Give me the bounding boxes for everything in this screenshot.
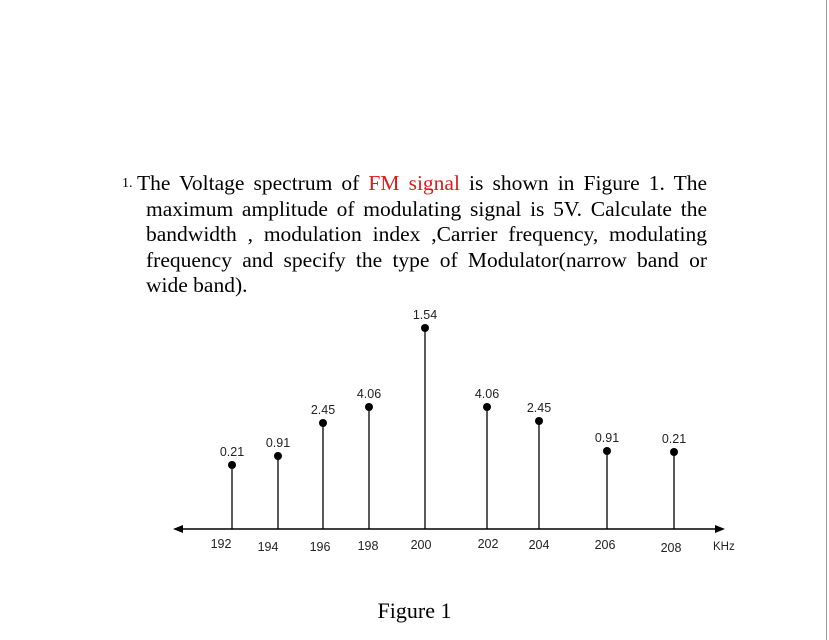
question-text-after: is shown in Figure 1. The maximum amplitude of modulating signal is 5V. Calculate the bandwidth , modulation index ,Carrier frequency, modulating frequency and specify the type of Modulator(narrow band or wide band). — [146, 171, 708, 297]
question-number: 1. — [122, 176, 133, 191]
amplitude-label: 1.54 — [412, 308, 438, 322]
axis-unit-label: KHz — [713, 541, 735, 553]
amplitude-label: 2.45 — [526, 401, 552, 415]
spectrum-stem-dot — [535, 417, 543, 425]
amplitude-label: 2.45 — [310, 403, 336, 417]
frequency-tick-label: 202 — [477, 537, 499, 551]
frequency-tick-label: 198 — [357, 539, 379, 553]
spectrum-stem-dot — [274, 452, 282, 460]
frequency-tick-label: 194 — [257, 540, 279, 554]
frequency-tick-label: 192 — [210, 537, 232, 551]
amplitude-label: 0.21 — [661, 432, 687, 446]
frequency-tick-label: 206 — [594, 538, 616, 552]
frequency-tick-label: 204 — [528, 538, 550, 552]
spectrum-stem-dot — [483, 403, 491, 411]
figure-caption: Figure 1 — [377, 598, 452, 623]
frequency-tick-label: 196 — [309, 540, 331, 554]
spectrum-stem-dot — [421, 324, 429, 332]
axis-arrow-right — [715, 525, 725, 533]
spectrum-stems — [220, 308, 686, 529]
amplitude-label: 0.91 — [594, 431, 620, 445]
amplitude-label: 4.06 — [356, 387, 382, 401]
frequency-tick-label: 208 — [660, 541, 682, 555]
fm-signal-highlight: FM signal — [368, 171, 460, 195]
frequency-tick-label: 200 — [410, 538, 432, 552]
spectrum-stem-dot — [603, 447, 611, 455]
frequency-axis — [173, 525, 735, 555]
amplitude-label: 0.91 — [265, 436, 291, 450]
axis-arrow-left — [173, 525, 183, 533]
amplitude-label: 0.21 — [219, 445, 245, 459]
question-text-before: The Voltage spectrum of — [137, 171, 369, 195]
spectrum-stem-dot — [228, 461, 236, 469]
spectrum-stem-dot — [319, 419, 327, 427]
spectrum-stem-dot — [365, 403, 373, 411]
spectrum-stem-dot — [670, 448, 678, 456]
amplitude-label: 4.06 — [474, 387, 500, 401]
